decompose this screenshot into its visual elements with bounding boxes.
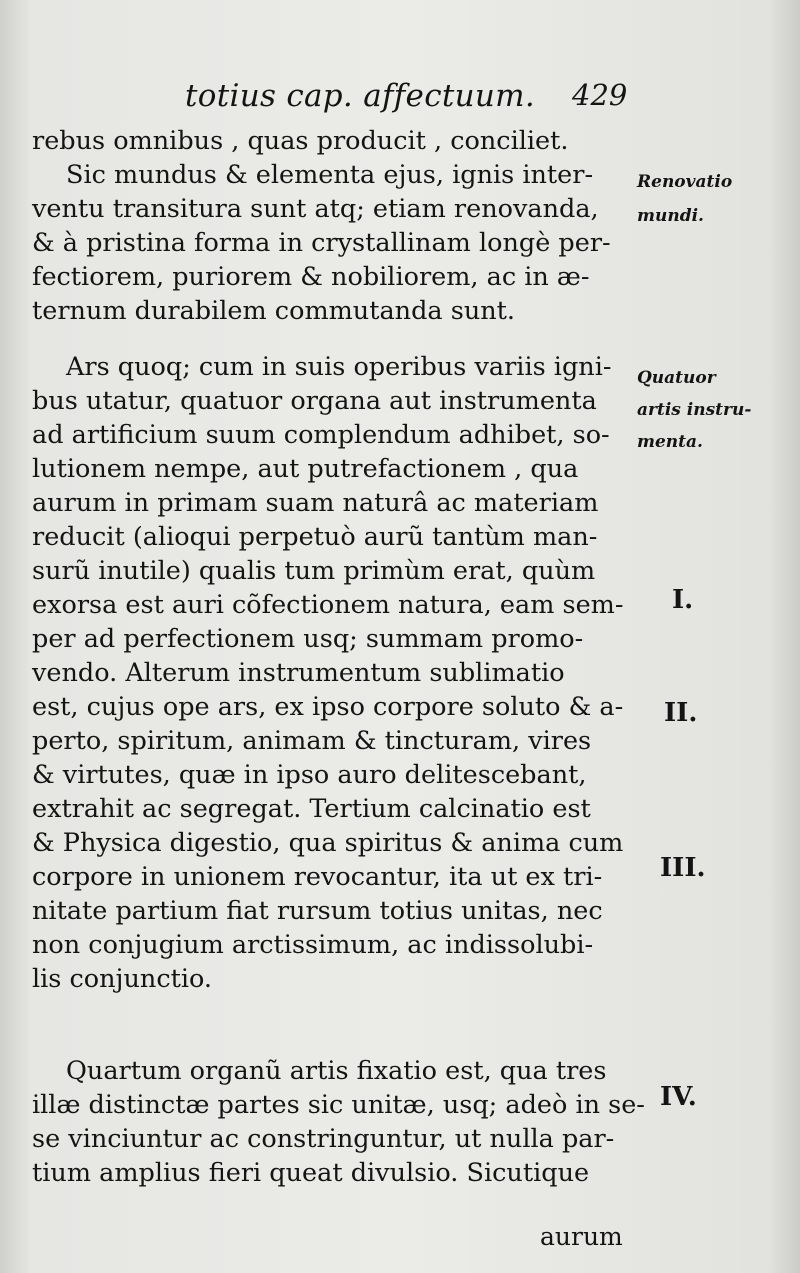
margin-note-quatuor: artis instru-	[637, 400, 752, 420]
text-line: non conjugium arctissimum, ac indissolubi-	[32, 930, 594, 960]
section-numeral-4: IV.	[660, 1082, 697, 1112]
text-line: extrahit ac segregat. Tertium calcinatio est	[32, 794, 591, 824]
text-line: lutionem nempe, aut putrefactionem , qua	[32, 454, 579, 484]
margin-note-renovatio: mundi.	[637, 206, 704, 226]
text-line: lis conjunctio.	[32, 964, 213, 994]
margin-note-quatuor: Quatuor	[637, 368, 716, 388]
text-line: Sic mundus & elementa ejus, ignis inter-	[66, 160, 594, 190]
text-line: & virtutes, quæ in ipso auro delitescebant,	[32, 760, 587, 790]
catchword: aurum	[540, 1222, 623, 1251]
text-line: bus utatur, quatuor organa aut instrumenta	[32, 386, 597, 416]
running-title: totius cap. affectuum.	[185, 78, 535, 114]
text-line: nitate partium fiat rursum totius unitas, nec	[32, 896, 603, 926]
text-line: & à pristina forma in crystallinam longè per-	[32, 228, 611, 258]
margin-notes	[634, 0, 800, 1273]
text-line: se vinciuntur ac constringuntur, ut nulla par-	[32, 1124, 615, 1154]
text-line: ventu transitura sunt atq; etiam renovanda,	[32, 194, 599, 224]
text-line: illæ distinctæ partes sic unitæ, usq; adeò in se-	[32, 1090, 645, 1120]
text-line: ad artificium suum complendum adhibet, so-	[32, 420, 610, 450]
text-line: reducit (alioqui perpetuò aurũ tantùm man-	[32, 522, 598, 552]
text-line: fectiorem, puriorem & nobiliorem, ac in æ-	[32, 262, 590, 292]
text-line: est, cujus ope ars, ex ipso corpore soluto & a-	[32, 692, 624, 722]
text-line: surũ inutile) qualis tum primùm erat, quùm	[32, 556, 596, 586]
text-line: Ars quoq; cum in suis operibus variis igni-	[66, 352, 612, 382]
text-line: exorsa est auri cõfectionem natura, eam sem-	[32, 590, 624, 620]
section-numeral-3: III.	[660, 853, 706, 883]
text-line: rebus omnibus , quas producit , conciliet.	[32, 126, 569, 156]
margin-note-quatuor: menta.	[637, 432, 703, 452]
text-line: per ad perfectionem usq; summam promo-	[32, 624, 584, 654]
text-line: aurum in primam suam naturâ ac materiam	[32, 488, 599, 518]
text-line: ternum durabilem commutanda sunt.	[32, 296, 516, 326]
text-line: vendo. Alterum instrumentum sublimatio	[32, 658, 565, 688]
text-line: perto, spiritum, animam & tincturam, vires	[32, 726, 592, 756]
section-numeral-1: I.	[672, 585, 694, 615]
text-line: & Physica digestio, qua spiritus & anima cum	[32, 828, 624, 858]
text-line: corpore in unionem revocantur, ita ut ex tri-	[32, 862, 603, 892]
text-line: Quartum organũ artis fixatio est, qua tres	[66, 1056, 607, 1086]
margin-note-renovatio: Renovatio	[637, 172, 733, 192]
text-line: tium amplius fieri queat divulsio. Sicutique	[32, 1158, 590, 1188]
page-number: 429	[572, 78, 628, 112]
section-numeral-2: II.	[664, 698, 698, 728]
